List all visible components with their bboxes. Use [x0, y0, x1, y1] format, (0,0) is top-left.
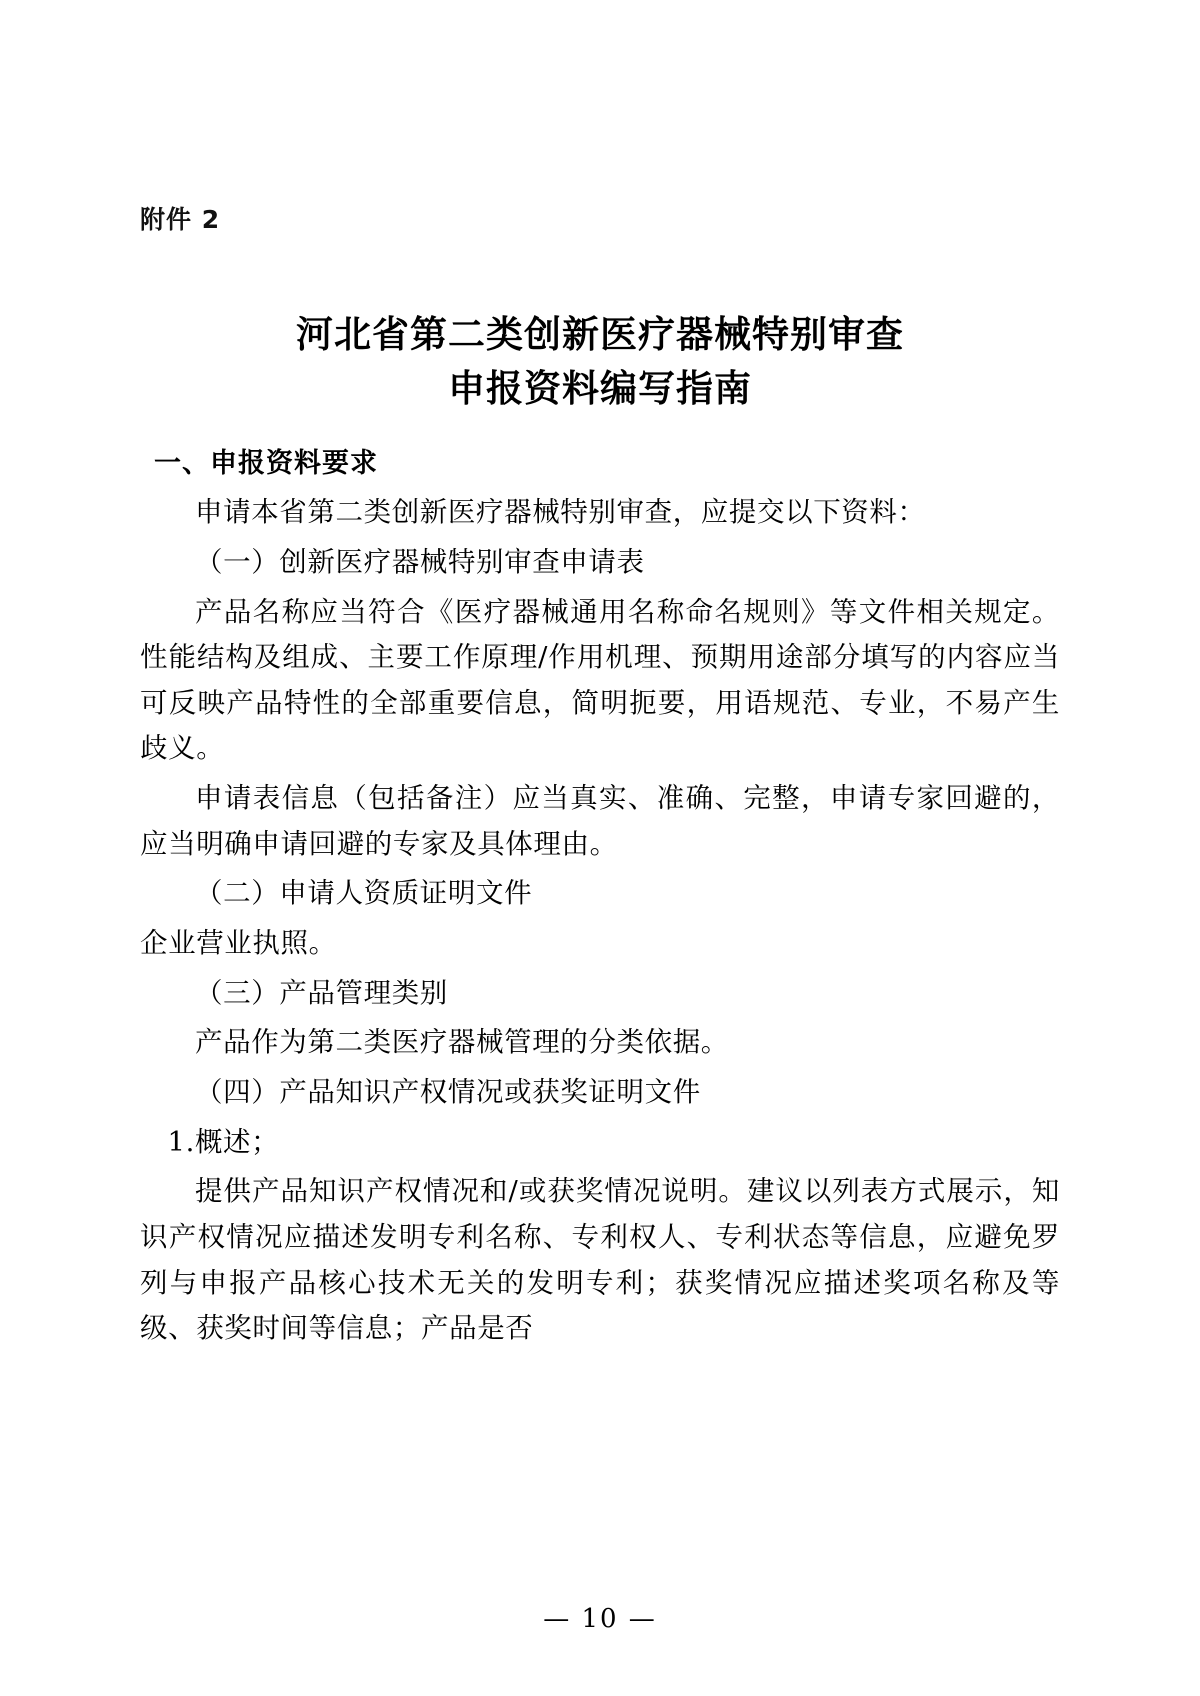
paragraph-item-2-body: 企业营业执照。 [140, 927, 337, 960]
paragraph-item-1-heading: （一）创新医疗器械特别审查申请表 [195, 545, 645, 578]
paragraph-item-3-body: 产品作为第二类医疗器械管理的分类依据。 [195, 1026, 729, 1059]
paragraph-item-2-heading: （二）申请人资质证明文件 [195, 877, 533, 910]
title-line-2: 申报资料编写指南 [448, 365, 752, 410]
paragraph-item-4-body: 提供产品知识产权情况和/或获奖情况说明。建议以列表方式展示，知识产权情况应描述发明专利名称、专利权人、专利状态等信息，应避免罗列与申报产品核心技术无关的发明专利；获奖情况应描述奖项名称及等级、获奖时间等信息；产品是否 [140, 1175, 1060, 1345]
page-title [140, 308, 1060, 415]
page-number: — 10 — [543, 1604, 657, 1634]
paragraph-item-4-sub-1: 1.概述； [167, 1125, 280, 1158]
paragraph-item-1-body-b: 申请表信息（包括备注）应当真实、准确、完整，申请专家回避的，应当明确申请回避的专家及具体理由。 [140, 782, 1060, 860]
attachment-label: 附件 2 [140, 205, 221, 234]
paragraph-item-4-heading: （四）产品知识产权情况或获奖证明文件 [195, 1075, 701, 1108]
paragraph-item-1-body-a: 产品名称应当符合《医疗器械通用名称命名规则》等文件相关规定。性能结构及组成、主要工作原理/作用机理、预期用途部分填写的内容应当可反映产品特性的全部重要信息，简明扼要，用语规范、专业，不易产生歧义。 [140, 595, 1060, 765]
title-line-1: 河北省第二类创新医疗器械特别审查 [296, 312, 904, 356]
section-heading: 一、申报资料要求 [154, 448, 378, 480]
paragraph-item-3-heading: （三）产品管理类别 [195, 976, 448, 1009]
paragraph-intro: 申请本省第二类创新医疗器械特别审查，应提交以下资料： [195, 496, 926, 529]
